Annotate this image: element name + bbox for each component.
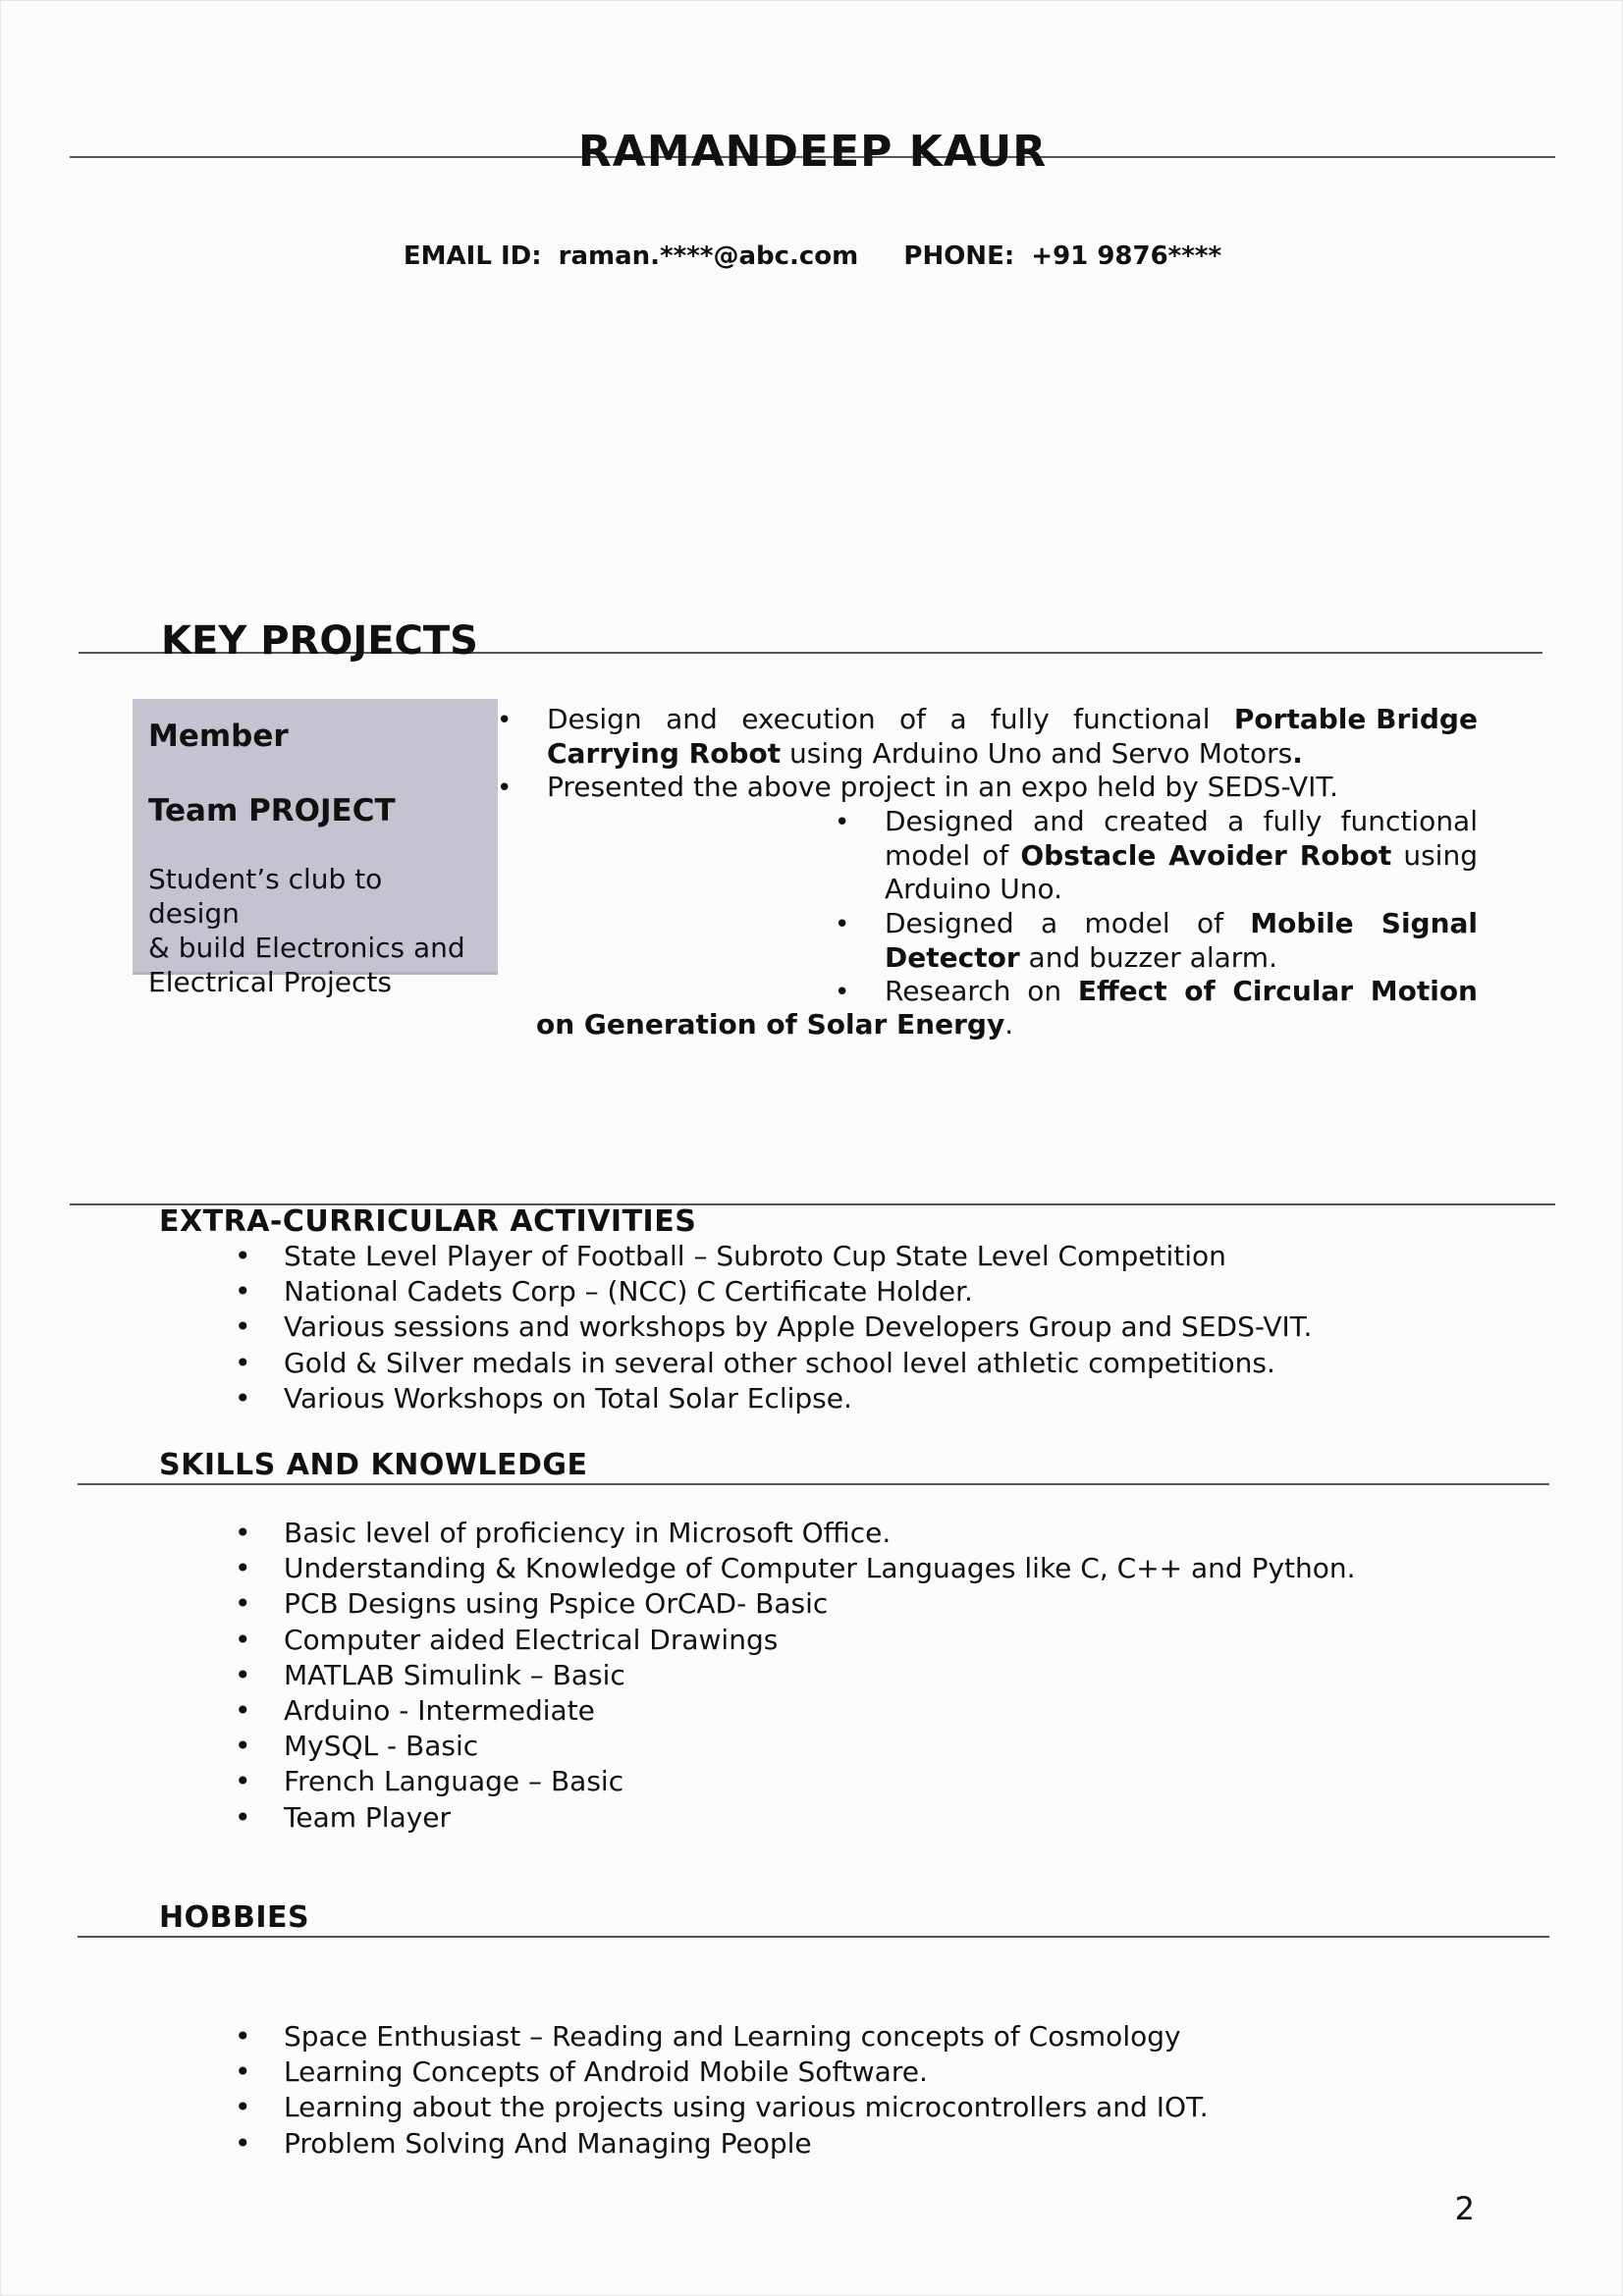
skills-rule bbox=[78, 1483, 1549, 1485]
project-item-3-line2: model of Obstacle Avoider Robot using bbox=[885, 838, 1478, 872]
bullet: • bbox=[235, 1765, 251, 1798]
list-item: • Team Player bbox=[284, 1800, 1356, 1836]
club-desc-line: Electrical Projects bbox=[148, 966, 392, 998]
list-item: • Computer aided Electrical Drawings bbox=[284, 1623, 1356, 1658]
list-item: • Problem Solving And Managing People bbox=[284, 2126, 1209, 2162]
list-item: • Understanding & Knowledge of Computer Languages like C, C++ and Python. bbox=[284, 1551, 1356, 1586]
bullet: • bbox=[497, 706, 513, 735]
skills-list bbox=[235, 1516, 1356, 1836]
bullet: • bbox=[235, 1623, 251, 1656]
bullet: • bbox=[235, 2020, 251, 2053]
bullet: • bbox=[235, 1730, 251, 1763]
skills-title: SKILLS AND KNOWLEDGE bbox=[159, 1448, 588, 1482]
list-item: • Arduino - Intermediate bbox=[284, 1693, 1356, 1729]
bullet: • bbox=[235, 1694, 251, 1728]
project-item-4 bbox=[885, 907, 1478, 975]
list-item: • Various Workshops on Total Solar Eclipse. bbox=[284, 1381, 1312, 1416]
list-item: • Basic level of proficiency in Microsoft Office. bbox=[284, 1516, 1356, 1551]
list-item: • Learning about the projects using various microcontrollers and IOT. bbox=[284, 2090, 1209, 2125]
bullet: • bbox=[235, 1240, 251, 1272]
hobbies-title: HOBBIES bbox=[159, 1900, 310, 1935]
bullet: • bbox=[235, 1310, 251, 1344]
bullet: • bbox=[235, 1381, 251, 1415]
bullet: • bbox=[235, 1587, 251, 1621]
project-club-description bbox=[148, 862, 480, 999]
list-item: • Learning Concepts of Android Mobile Software. bbox=[284, 2055, 1209, 2090]
page-number: 2 bbox=[1454, 2190, 1475, 2227]
bullet: • bbox=[235, 2126, 251, 2160]
candidate-name: RAMANDEEP KAUR bbox=[577, 127, 1048, 177]
project-role: Member bbox=[148, 719, 289, 754]
list-item: • MySQL - Basic bbox=[284, 1729, 1356, 1764]
bullet: • bbox=[235, 1517, 251, 1549]
hobbies-rule bbox=[78, 1936, 1549, 1938]
project-item-1-line1: Design and execution of a fully functional Portable Bridge bbox=[547, 703, 1478, 735]
project-role-box bbox=[133, 699, 498, 998]
project-item-3-line1: Designed and created a fully functional bbox=[885, 805, 1478, 837]
list-item: • State Level Player of Football – Subroto Cup State Level Competition bbox=[284, 1239, 1312, 1274]
bullet: • bbox=[497, 774, 513, 803]
list-item: • PCB Designs using Pspice OrCAD- Basic bbox=[284, 1586, 1356, 1622]
project-team: Team PROJECT bbox=[148, 793, 396, 828]
bullet: • bbox=[835, 978, 850, 1007]
bullet: • bbox=[235, 1346, 251, 1379]
club-desc-line: & build Electronics and bbox=[148, 932, 465, 964]
bullet: • bbox=[235, 1552, 251, 1585]
project-item-5-line2: on Generation of Solar Energy. bbox=[536, 1008, 1014, 1041]
hobbies-list bbox=[235, 2019, 1209, 2162]
phone-label: PHONE: bbox=[903, 241, 1015, 271]
project-item-5 bbox=[885, 975, 1478, 1009]
phone-value: +91 9876**** bbox=[1031, 241, 1222, 271]
project-item-2: Presented the above project in an expo held by SEDS-VIT. bbox=[547, 771, 1339, 803]
contact-line bbox=[1, 241, 1623, 271]
project-item-3 bbox=[885, 805, 1478, 907]
project-item-1-line2: Carrying Robot using Arduino Uno and Servo Motors. bbox=[547, 736, 1303, 770]
extra-curricular-list bbox=[235, 1239, 1313, 1416]
list-item: • National Cadets Corp – (NCC) C Certificate Holder. bbox=[284, 1274, 1312, 1309]
bullet: • bbox=[235, 2091, 251, 2124]
bullet: • bbox=[835, 808, 850, 837]
list-item: • Gold & Silver medals in several other school level athletic competitions. bbox=[284, 1346, 1312, 1381]
list-item: • Space Enthusiast – Reading and Learning concepts of Cosmology bbox=[284, 2019, 1209, 2055]
extra-curricular-title: EXTRA-CURRICULAR ACTIVITIES bbox=[159, 1204, 697, 1239]
email-label: EMAIL ID: bbox=[403, 241, 542, 271]
bullet: • bbox=[835, 910, 850, 939]
bullet: • bbox=[235, 1275, 251, 1308]
project-item-4-line2: Detector and buzzer alarm. bbox=[885, 940, 1277, 974]
list-item: • French Language – Basic bbox=[284, 1764, 1356, 1799]
project-item-4-line1: Designed a model of Mobile Signal bbox=[885, 907, 1479, 939]
club-desc-line: Student’s club to design bbox=[148, 863, 383, 930]
list-item: • MATLAB Simulink – Basic bbox=[284, 1658, 1356, 1693]
bullet: • bbox=[235, 1800, 251, 1834]
bullet: • bbox=[235, 1658, 251, 1691]
email-value: raman.****@abc.com bbox=[558, 241, 859, 271]
project-item-5-line1: Research on Effect of Circular Motion bbox=[885, 975, 1478, 1007]
list-item: • Various sessions and workshops by Apple Developers Group and SEDS-VIT. bbox=[284, 1309, 1312, 1345]
key-projects-title: KEY PROJECTS bbox=[161, 618, 478, 664]
project-item-3-line3: Arduino Uno. bbox=[885, 873, 1063, 905]
bullet: • bbox=[235, 2056, 251, 2089]
project-item-1 bbox=[547, 703, 1478, 771]
